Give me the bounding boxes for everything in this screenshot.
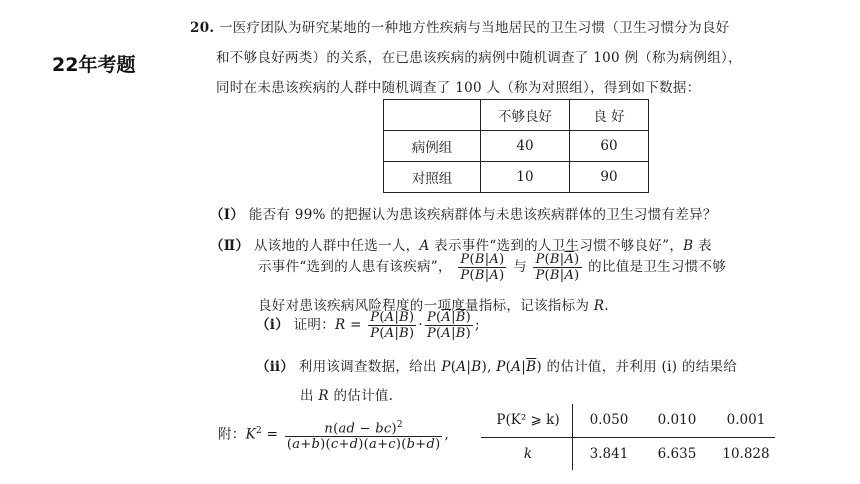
k-row-label: k — [523, 446, 533, 462]
part-2-text-g: 良好对患该疾病风险程度的一项度量指标，记该指标为 — [258, 298, 590, 314]
table-cell: 90 — [570, 162, 649, 193]
fraction-4: $\frac{P(\overline{A}|\overline{B})}{P(A|\overline{B})}$ — [426, 310, 472, 341]
k-table-divider-horizontal — [481, 437, 775, 438]
sub-question-2-line-2: 出 R 的估计值. — [300, 388, 394, 404]
table-cell: 3.841 — [589, 446, 629, 462]
fraction-3: $\frac{P(A|B)}{P(\overline{A}|B)}$ — [370, 310, 415, 341]
table-cell: 0.001 — [726, 412, 766, 428]
sub-2-text-a: 利用该调查数据，给出 — [298, 359, 437, 375]
stem-text-3: 同时在未患该疾病的人群中随机调查了 100 人（称为对照组），得到如下数据： — [216, 80, 701, 96]
stem-text-2: 和不够良好两类）的关系，在已患该疾病的病例中随机调查了 100 例（称为病例组）， — [216, 50, 742, 66]
part-2-text-b: 表示事件“选到的人卫生习惯不够良好”， — [434, 238, 684, 254]
table-header-good: 良 好 — [570, 100, 649, 131]
table-row — [384, 131, 649, 162]
fraction-2: $\frac{P(B|\overline{A})}{P(\overline{B}|\overline{A})}$ — [535, 252, 580, 283]
table-row — [384, 162, 649, 193]
sub-2-text-f: 的估计值. — [333, 388, 394, 404]
sub-2-text-b: 的估计值，并利用 — [546, 359, 657, 375]
part-2-text-a: 从该地的人群中任选一人， — [253, 238, 420, 254]
table-cell: 6.635 — [657, 446, 697, 462]
part-2-line-1: （Ⅱ） 从该地的人群中任选一人，A 表示事件“选到的人卫生习惯不够良好”，B 表 — [210, 238, 712, 254]
table-cell: 10 — [481, 162, 570, 193]
sub-2-label: （ⅱ） — [256, 359, 295, 375]
sub-1-text: 证明： — [293, 317, 336, 333]
sub-2-text-e: 出 — [300, 388, 314, 404]
sub-2-text-c: (i) — [661, 359, 678, 375]
table-cell: 60 — [570, 131, 649, 162]
part-2-text-c: 表 — [697, 238, 712, 254]
sub-question-2: （ⅱ） 利用该调查数据，给出 P(A|B), $P(A|\overline{B})$ 的估计值，并利用 (i) 的结果给 — [256, 359, 738, 375]
table-header-empty — [384, 100, 481, 131]
problem-stem-line-1 — [190, 16, 730, 36]
part-2-line-3: 良好对患该疾病风险程度的一项度量指标，记该指标为 R. — [258, 298, 609, 314]
part-1 — [210, 203, 717, 223]
exam-year-tag: 22年考题 — [52, 54, 136, 76]
stem-text-1: 一医疗团队为研究某地的一种地方性疾病与当地居民的卫生习惯（卫生习惯分为良好 — [218, 20, 730, 36]
part-2-label: （Ⅱ） — [210, 238, 250, 254]
part-1-text: 能否有 99% 的把握认为患该疾病群体与未患该疾病群体的卫生习惯有差异？ — [248, 207, 717, 223]
sub-question-1: （ⅰ） 证明：R = $\frac{P(A|B)}{P(\overline{A}|B)}$ · $\frac{P(\overline{A}|\overline{B})}{P(A|\overline{B})}$ ; — [256, 310, 480, 341]
table-cell: 0.050 — [589, 412, 629, 428]
row-label-control-group: 对照组 — [384, 162, 481, 193]
sub-1-label: （ⅰ） — [256, 317, 290, 333]
sub-2-text-d: 的结果给 — [681, 359, 738, 375]
table-cell: 0.010 — [657, 412, 697, 428]
table-cell: 40 — [481, 131, 570, 162]
row-label-case-group: 病例组 — [384, 131, 481, 162]
part-2-text-f: 的比值是卫生习惯不够 — [588, 259, 727, 275]
part-2-text-e: 与 — [513, 259, 527, 275]
problem-number: 20. — [190, 20, 215, 36]
appendix-formula: 附：$K^2$ = $\frac{n(ad - bc)^2}{(a+b)(c+d)(a+c)(b+d)}$ , — [218, 420, 450, 453]
table-cell: 10.828 — [722, 446, 770, 462]
table-header-not-good: 不够良好 — [481, 100, 570, 131]
k-table-head: P(K² ⩾ k) — [496, 412, 560, 428]
chi-square-fraction: $\frac{n(ad - bc)^2}{(a+b)(c+d)(a+c)(b+d)}$ — [286, 420, 441, 453]
part-1-label: （Ⅰ） — [210, 207, 245, 223]
table-header-row — [384, 100, 649, 131]
part-2-line-2 — [258, 252, 726, 283]
survey-data-table — [383, 99, 649, 193]
appendix-label: 附： — [218, 426, 246, 443]
part-2-text-d: 示事件“选到的人患有该疾病”， — [258, 259, 452, 275]
fraction-1: $\frac{P(B|A)}{P(\overline{B}|A)}$ — [460, 252, 505, 283]
